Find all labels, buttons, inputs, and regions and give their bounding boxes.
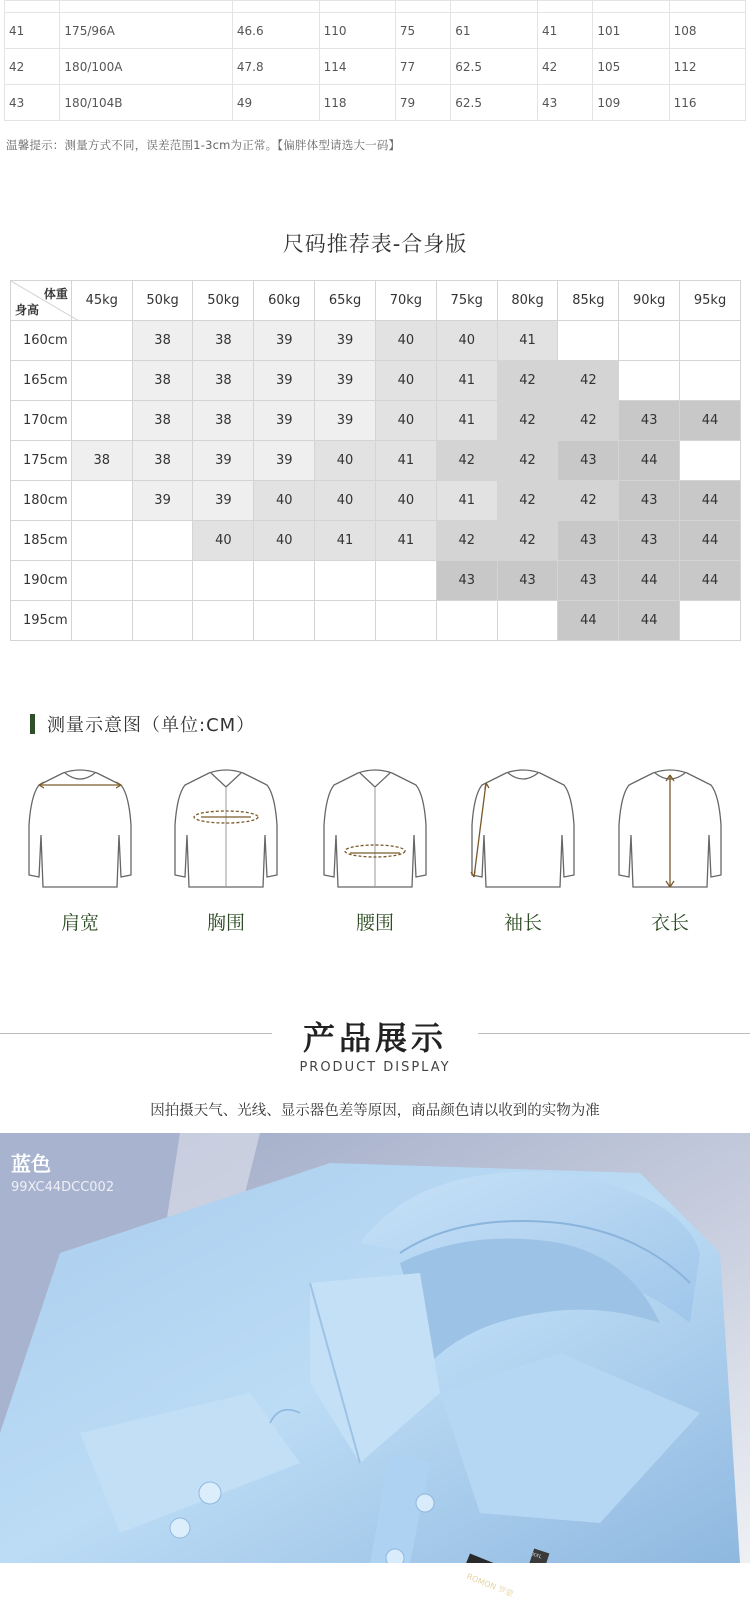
size-cell: 44 [558,601,619,641]
size-cell: 43 [619,481,680,521]
size-cell: 44 [619,441,680,481]
table-cell: 109 [593,85,669,121]
weight-col-header: 80kg [497,281,558,321]
weight-header: 体重 [43,287,68,301]
table-row [11,521,741,561]
table-cell: 43 [537,85,592,121]
size-cell: 38 [71,441,132,481]
size-cell [375,561,436,601]
size-cell: 39 [254,441,315,481]
size-cell [558,321,619,361]
size-cell: 42 [497,441,558,481]
table-row [5,49,746,85]
weight-col-header: 60kg [254,281,315,321]
size-cell: 42 [558,401,619,441]
size-cell [436,601,497,641]
size-cell: 39 [193,441,254,481]
table-cell [537,1,592,13]
size-cell: 40 [315,441,376,481]
size-cell [193,601,254,641]
size-cell [71,321,132,361]
size-cell [71,361,132,401]
size-cell: 38 [193,401,254,441]
size-cell [680,321,741,361]
size-cell [315,561,376,601]
size-cell [254,561,315,601]
label-sleeve: 袖长 [503,912,542,934]
table-cell: 47.8 [232,49,319,85]
size-cell: 40 [193,521,254,561]
size-cell: 41 [436,361,497,401]
size-cell: 40 [375,321,436,361]
size-cell: 41 [315,521,376,561]
table-cell: 175/96A [60,13,232,49]
recommend-title: 尺码推荐表-合身版 [282,232,468,256]
table-cell [669,1,745,13]
size-cell: 39 [193,481,254,521]
table-row [5,13,746,49]
accent-bar [30,714,35,734]
size-cell: 43 [558,441,619,481]
height-row-header: 180cm [11,481,72,521]
size-cell: 42 [558,481,619,521]
weight-col-header: 65kg [315,281,376,321]
table-cell: 112 [669,49,745,85]
weight-col-header: 50kg [132,281,193,321]
weight-col-header: 50kg [193,281,254,321]
size-cell [619,321,680,361]
size-cell [375,601,436,641]
table-row [5,85,746,121]
size-cell: 40 [375,361,436,401]
table-row [11,601,741,641]
weight-col-header: 70kg [375,281,436,321]
size-cell [132,561,193,601]
size-cell: 38 [193,321,254,361]
size-cell: 42 [497,481,558,521]
size-cell: 41 [436,481,497,521]
color-code: 99XC44DCC002 [11,1180,115,1195]
product-title: 产品展示 [302,1019,447,1057]
product-photo [0,1133,750,1563]
table-cell [60,1,232,13]
size-recommend-table [10,280,741,641]
size-spec-table [4,0,746,121]
shoulder-width-icon [25,765,135,895]
size-cell: 38 [193,361,254,401]
weight-col-header: 85kg [558,281,619,321]
table-cell: 61 [451,13,538,49]
table-cell [232,1,319,13]
size-cell: 44 [619,601,680,641]
weight-col-header: 95kg [680,281,741,321]
height-row-header: 185cm [11,521,72,561]
product-subtitle: PRODUCT DISPLAY [299,1060,451,1075]
size-cell: 44 [619,561,680,601]
table-cell: 105 [593,49,669,85]
size-cell: 42 [497,521,558,561]
size-cell: 40 [375,481,436,521]
table-cell: 77 [395,49,450,85]
size-cell: 39 [132,481,193,521]
measure-title: 测量示意图（单位:CM） [47,715,256,736]
table-cell [395,1,450,13]
size-cell: 39 [254,321,315,361]
table-cell [5,1,60,13]
size-cell: 38 [132,401,193,441]
size-cell: 43 [619,401,680,441]
table-row [11,401,741,441]
table-cell: 118 [319,85,395,121]
table-corner [11,281,72,321]
size-cell [680,441,741,481]
height-row-header: 160cm [11,321,72,361]
table-row [11,321,741,361]
size-cell: 41 [436,401,497,441]
measure-heading [30,711,255,737]
size-cell: 41 [497,321,558,361]
size-cell: 43 [558,561,619,601]
weight-col-header: 90kg [619,281,680,321]
table-cell: 42 [5,49,60,85]
size-cell [132,521,193,561]
size-cell: 40 [375,401,436,441]
table-cell: 79 [395,85,450,121]
size-cell [71,521,132,561]
size-cell [680,361,741,401]
size-cell [71,601,132,641]
size-cell [193,561,254,601]
table-cell: 75 [395,13,450,49]
table-cell: 114 [319,49,395,85]
size-cell [315,601,376,641]
table-cell: 62.5 [451,85,538,121]
size-cell [71,481,132,521]
height-row-header: 195cm [11,601,72,641]
sleeve-length-icon [468,765,578,895]
size-tip: 温馨提示：测量方式不同，误差范围1-3cm为正常。【偏胖体型请选大一码】 [6,138,401,152]
table-cell [451,1,538,13]
table-cell: 43 [5,85,60,121]
table-cell: 49 [232,85,319,121]
height-row-header: 165cm [11,361,72,401]
size-cell: 39 [315,321,376,361]
size-cell: 40 [436,321,497,361]
size-cell: 42 [558,361,619,401]
size-cell: 38 [132,441,193,481]
table-cell: 41 [537,13,592,49]
label-chest: 胸围 [206,912,245,934]
table-row [11,441,741,481]
color-disclaimer: 因拍摄天气、光线、显示器色差等原因，商品颜色请以收到的实物为准 [150,1103,600,1119]
table-cell: 180/104B [60,85,232,121]
size-cell: 40 [315,481,376,521]
size-cell [71,401,132,441]
label-waist: 腰围 [355,912,394,934]
size-cell: 44 [680,521,741,561]
size-cell: 42 [436,441,497,481]
size-cell [254,601,315,641]
table-cell [319,1,395,13]
table-cell [593,1,669,13]
label-length: 衣长 [650,912,689,934]
height-row-header: 190cm [11,561,72,601]
size-cell: 43 [436,561,497,601]
size-cell: 39 [315,401,376,441]
height-row-header: 170cm [11,401,72,441]
waist-icon [320,765,430,895]
size-cell: 44 [680,481,741,521]
size-cell: 42 [497,401,558,441]
size-cell [497,601,558,641]
weight-col-header: 45kg [71,281,132,321]
size-tag: XXL [531,1551,543,1561]
brand-label-text-visible: ROMON 罗蒙 [465,1571,515,1599]
size-cell: 44 [680,561,741,601]
table-cell: 180/100A [60,49,232,85]
table-cell: 108 [669,13,745,49]
chest-icon [171,765,281,895]
size-cell: 40 [254,521,315,561]
size-cell: 38 [132,361,193,401]
size-cell [619,361,680,401]
size-cell [132,601,193,641]
height-header: 身高 [15,303,40,317]
size-cell: 43 [619,521,680,561]
table-cell: 41 [5,13,60,49]
table-row [11,561,741,601]
size-cell: 38 [132,321,193,361]
color-name: 蓝色 [11,1152,51,1176]
size-cell: 39 [254,401,315,441]
size-cell: 41 [375,521,436,561]
size-cell [71,561,132,601]
weight-col-header: 75kg [436,281,497,321]
table-cell: 46.6 [232,13,319,49]
size-cell: 39 [254,361,315,401]
size-cell: 39 [315,361,376,401]
size-cell [680,601,741,641]
table-cell: 110 [319,13,395,49]
shirt-length-icon [615,765,725,895]
table-row [11,481,741,521]
table-cell: 62.5 [451,49,538,85]
size-cell: 42 [436,521,497,561]
table-cell: 42 [537,49,592,85]
table-row [5,1,746,13]
size-cell: 43 [497,561,558,601]
height-row-header: 175cm [11,441,72,481]
size-cell: 44 [680,401,741,441]
size-cell: 40 [254,481,315,521]
size-cell: 42 [497,361,558,401]
label-shoulder: 肩宽 [60,912,99,934]
table-cell: 101 [593,13,669,49]
size-cell: 43 [558,521,619,561]
table-cell: 116 [669,85,745,121]
table-row [11,361,741,401]
size-cell: 41 [375,441,436,481]
